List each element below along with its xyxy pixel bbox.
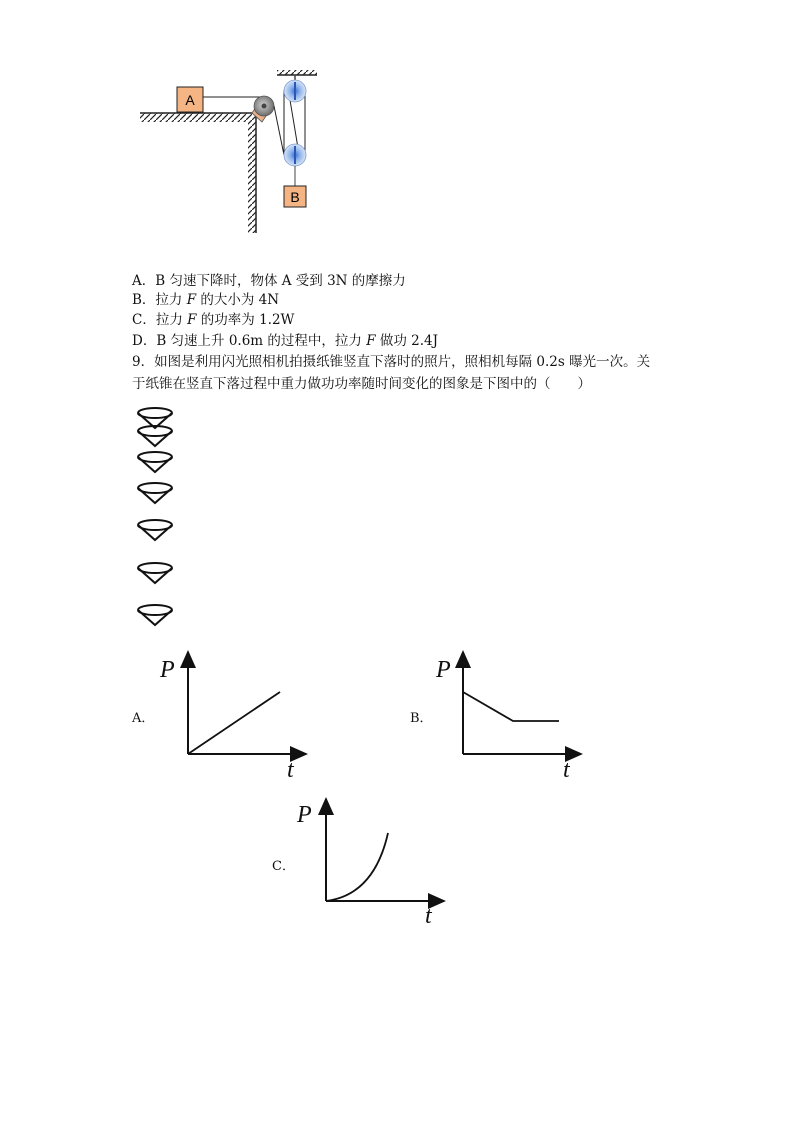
graph-a-xlabel: t: [287, 757, 294, 783]
option-a-text: A．B 匀速下降时，物体 A 受到 3N 的摩擦力: [132, 273, 406, 289]
graph-c-xlabel: t: [425, 903, 432, 929]
block-a-label: A: [185, 92, 195, 108]
option-b-post: 的大小为 4N: [196, 292, 280, 308]
option-b-var: F: [186, 292, 197, 308]
corner-wheel-axle: [262, 104, 267, 109]
paper-cone: [138, 452, 172, 472]
option-a: [132, 272, 406, 290]
paper-cone: [138, 563, 172, 583]
option-b-pre: B．拉力: [132, 292, 187, 308]
option-c-pre: C．拉力: [132, 312, 188, 328]
graph-c: [318, 795, 448, 910]
graph-b-curve: [463, 692, 559, 721]
graph-b-option-label: B．: [410, 711, 433, 726]
option-b: [132, 291, 279, 309]
paper-cone: [138, 605, 172, 625]
option-c-var: F: [187, 312, 197, 328]
graph-b: [455, 648, 585, 763]
graph-a-curve: [188, 692, 280, 754]
graph-b-xlabel: t: [563, 757, 570, 783]
paper-cones-figure: [130, 400, 190, 640]
rope-down: [274, 106, 284, 155]
table-hatch: [140, 113, 248, 122]
graph-a-ylabel: P: [160, 657, 175, 683]
question9-line2: 于纸锥在竖直下落过程中重力做功功率随时间变化的图象是下图中的（ ）: [132, 376, 591, 392]
graph-c-option-label: C．: [272, 859, 295, 874]
block-b-label: B: [290, 189, 300, 205]
question9-line1: 9．如图是利用闪光照相机拍摄纸锥竖直下落时的照片，照相机每隔 0.2s 曝光一次。关: [132, 354, 651, 370]
wall-hatch: [248, 113, 256, 233]
option-d-pre: D．B 匀速上升 0.6m 的过程中，拉力: [132, 333, 367, 349]
option-c: [132, 311, 294, 329]
paper-cone: [138, 483, 172, 503]
graph-a-option-label: A．: [132, 711, 155, 726]
option-c-post: 的功率为 1.2W: [196, 312, 295, 328]
rope-cross: [290, 100, 298, 148]
pulley-figure: [0, 0, 794, 240]
paper-cone: [138, 520, 172, 540]
graph-b-ylabel: P: [436, 657, 451, 683]
graph-a: [180, 648, 310, 763]
graph-c-ylabel: P: [297, 802, 312, 828]
option-d: [132, 332, 438, 350]
option-d-post: 做功 2.4J: [375, 333, 439, 349]
option-d-var: F: [366, 333, 376, 349]
graph-c-curve: [326, 833, 388, 901]
